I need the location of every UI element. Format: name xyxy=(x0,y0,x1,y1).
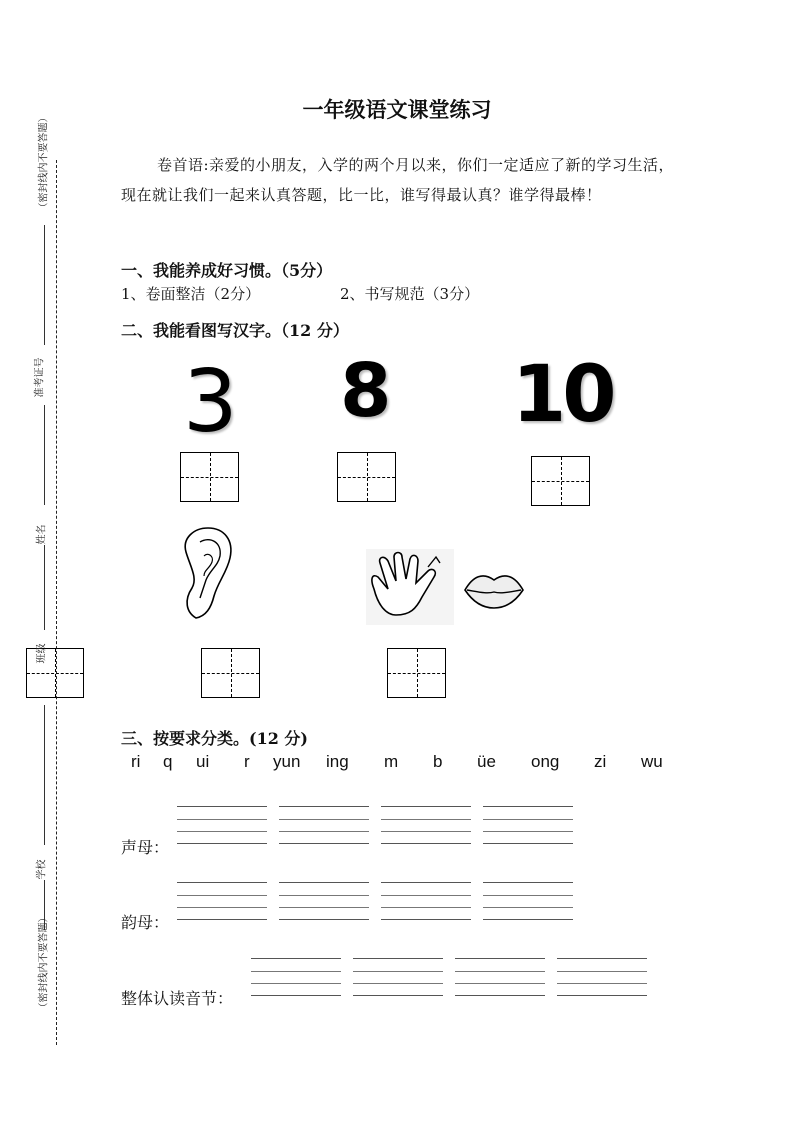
pinyin-item: r xyxy=(244,752,250,771)
name-label: 姓名 xyxy=(36,524,48,545)
section1-heading: 一、我能养成好习惯。（5分） xyxy=(121,261,333,280)
pinyin-writing-lines[interactable] xyxy=(455,958,545,996)
seal-warning-top: （密封线内不要答题） xyxy=(38,112,50,213)
pinyin-item: m xyxy=(384,752,399,771)
pinyin-writing-lines[interactable] xyxy=(557,958,647,996)
pinyin-item: b xyxy=(433,752,443,771)
name-blank xyxy=(44,545,45,630)
pinyin-writing-lines[interactable] xyxy=(279,806,369,844)
pinyin-item: ong xyxy=(531,752,560,771)
pinyin-item: wu xyxy=(641,752,663,771)
initials-label: 声母： xyxy=(121,838,170,857)
section3-heading: 三、按要求分类。(12 分) xyxy=(121,729,308,748)
number-ten: 10 xyxy=(512,350,613,440)
pinyin-item: zi xyxy=(594,752,607,771)
class-blank xyxy=(44,705,45,845)
pinyin-writing-lines[interactable] xyxy=(353,958,443,996)
whole-syllable-label: 整体认读音节： xyxy=(121,989,234,1008)
pinyin-writing-lines[interactable] xyxy=(177,882,267,920)
pinyin-item: ui xyxy=(196,752,210,771)
pinyin-writing-lines[interactable] xyxy=(483,882,573,920)
number-three: 3 xyxy=(183,352,238,452)
seal-warning-bottom: （密封线内不要答题） xyxy=(38,912,50,1013)
pinyin-item: q xyxy=(163,752,173,771)
writing-box-hand[interactable] xyxy=(387,648,446,698)
pinyin-writing-lines[interactable] xyxy=(381,882,471,920)
section1-item2: 2、书写规范（3分） xyxy=(340,285,480,303)
pinyin-writing-lines[interactable] xyxy=(381,806,471,844)
section1-item1: 1、卷面整洁（2分） xyxy=(121,285,261,303)
writing-box-ten[interactable] xyxy=(531,456,590,506)
exam-number-label: 准考证号 xyxy=(34,357,46,398)
school-blank-line xyxy=(44,225,45,345)
exam-number-blank xyxy=(44,405,45,505)
pinyin-writing-lines[interactable] xyxy=(279,882,369,920)
writing-box-ear[interactable] xyxy=(201,648,260,698)
ear-icon xyxy=(178,526,238,620)
writing-box-eight[interactable] xyxy=(337,452,396,502)
mouth-icon xyxy=(463,570,525,610)
number-eight: 8 xyxy=(340,348,392,434)
pinyin-item: ing xyxy=(326,752,349,771)
pinyin-item: ri xyxy=(131,752,141,771)
pinyin-writing-lines[interactable] xyxy=(177,806,267,844)
pinyin-writing-lines[interactable] xyxy=(483,806,573,844)
hand-icon xyxy=(366,549,454,625)
finals-label: 韵母： xyxy=(121,913,170,932)
school-label: 学校 xyxy=(36,859,48,880)
pinyin-writing-lines[interactable] xyxy=(251,958,341,996)
section2-heading: 二、我能看图写汉字。（12 分） xyxy=(121,321,349,340)
pinyin-item: yun xyxy=(273,752,301,771)
seal-line xyxy=(56,160,57,1045)
page-title: 一年级语文课堂练习 xyxy=(302,97,492,122)
pinyin-item: üe xyxy=(477,752,496,771)
writing-box-three[interactable] xyxy=(180,452,239,502)
class-label: 班级 xyxy=(36,643,48,664)
intro-paragraph: 卷首语:亲爱的小朋友，入学的两个月以来，你们一定适应了新的学习生活，现在就让我们一起来认真答题，比一比，谁写得最认真？谁学得最棒！ xyxy=(121,156,675,204)
